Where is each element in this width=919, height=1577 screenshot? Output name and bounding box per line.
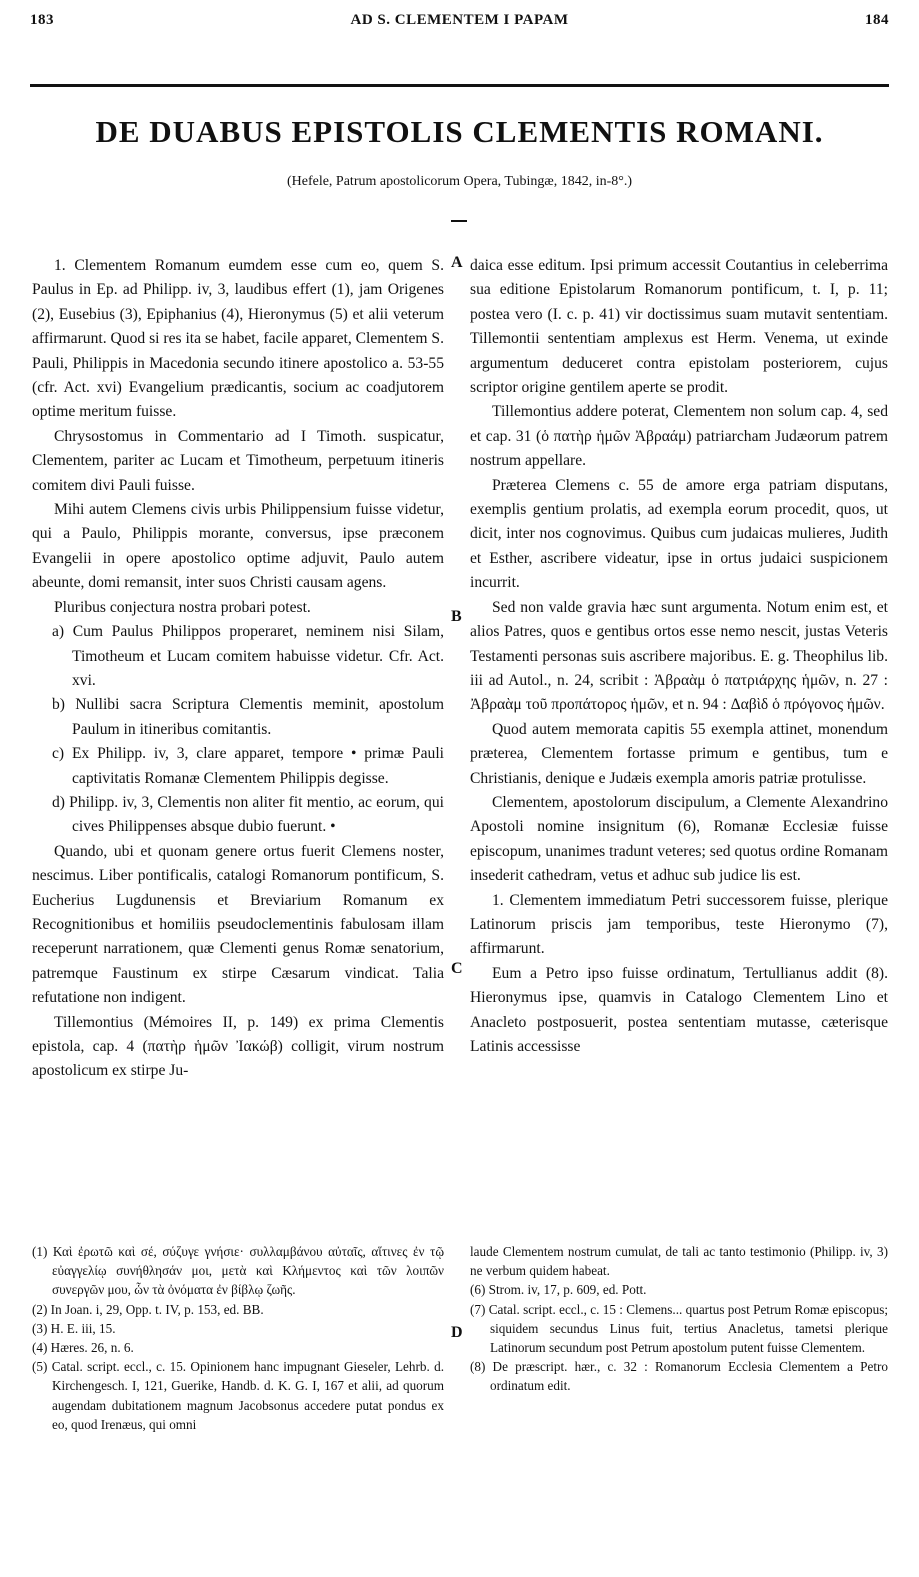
footnote: (7) Catal. script. eccl., c. 15 : Clemens... quartus post Petrum Romæ episcopus; siquidem secundus Linus fuit, tertius Anacletus, tametsi plerique Latinorum secundum post Petrum apostolum putent fuisse Clementem. xyxy=(470,1301,888,1356)
left-column xyxy=(32,254,444,1084)
article-subtitle: (Hefele, Patrum apostolicorum Opera, Tubingæ, 1842, in-8°.) xyxy=(286,174,633,189)
list-item: a) Cum Paulus Philippos properaret, neminem nisi Silam, Timotheum et Lucam comitem habuisse videtur. Cfr. Act. xvi. xyxy=(52,623,444,689)
page-number-right: 184 xyxy=(865,12,889,28)
article-title: DE DUABUS EPISTOLIS CLEMENTIS ROMANI. xyxy=(95,114,824,149)
paragraph: Clementem, apostolorum discipulum, a Clemente Alexandrino Apostoli nomine insignitum (6), Romanæ Ecclesiæ fuisse episcopum, unanimes tradunt veteres; sed quotus ordine Romanam insederit cathedram, vetus et adhuc sub judice lis est. xyxy=(470,793,888,885)
paragraph: Sed non valde gravia hæc sunt argumenta. Notum enim est, et alios Patres, quos e gentibus ortos esse nemo nescit, justas Veteris Testamenti personas suis ascribere majoribus. E. g. Theophilus lib. iii ad Autol., n. 24, scribit : Ἀβραὰμ ὁ πατριάρχης ἡμῶν, n. 27 : Ἀβραὰμ τοῦ προπάτορος ἡμῶν, et n. 94 : Δαβὶδ ὁ πρόγονος ἡμῶν. xyxy=(470,598,888,714)
paragraph: daica esse editum. Ipsi primum accessit Coutantius in celeberrima sua editione Epistolarum Romanorum pontificum, t. I, p. 11; postea vero (I. c. p. 41) vir doctissimus suam mutavit sententiam. Tillemontii sententiam amplexus est Herm. Venema, ut exinde argumentum deduceret contra epistolam posteriorem, cujus scriptor origine gentilem aperte se prodit. xyxy=(470,257,888,397)
margin-letter-b: B xyxy=(451,608,462,625)
paragraph: Tillemontius (Mémoires II, p. 149) ex prima Clementis epistola, cap. 4 (πατὴρ ἡμῶν Ἰακώβ) colligit, virum nostrum apostolicum ex stirpe Ju- xyxy=(32,1013,444,1080)
margin-letter-a: A xyxy=(451,254,463,271)
margin-letter-d: D xyxy=(451,1324,463,1341)
paragraph: 1. Clementem Romanum eumdem esse cum eo, quem S. Paulus in Ep. ad Philipp. iv, 3, laudibus effert (1), jam Origenes (2), Eusebius (3), Epiphanius (4), Hieronymus (5) et alii veterum affirmarunt. Quod si res ita se habet, facile apparet, Clementem S. Pauli, Philippis in Macedonia secundo itinere apostolico a. 53-55 (cfr. Act. xvi) Evangelium prædicantis, socium ac coadjutorem optime meritum fuisse. xyxy=(32,257,444,421)
footnote: (4) Hæres. 26, n. 6. xyxy=(32,1340,134,1356)
paragraph: Chrysostomus in Commentario ad I Timoth. suspicatur, Clementem, pariter ac Lucam et Timotheum, perpetuum itineris comitem divi Pauli fuisse. xyxy=(32,427,444,494)
running-title: AD S. CLEMENTEM I PAPAM xyxy=(350,12,569,28)
footnote: (5) Catal. script. eccl., c. 15. Opinionem hanc impugnant Gieseler, Lehrb. d. Kirchengesch. I, 121, Guerike, Handb. d. K. G. I, 167 et alii, ad quorum augendam dubitationem magnum Jacobsonus accedere putat pondus ex eo, quod Irenæus, qui omni xyxy=(32,1359,444,1432)
page-number-left: 183 xyxy=(30,12,54,28)
paragraph: Præterea Clemens c. 55 de amore erga patriam disputans, exemplis gentium prolatis, ad exempla eorum procedit, quos, ut dicit, inter nos cognovimus. Quibus cum judaicas mulieres, Judith et Esther, ascribere videatur, ipse in ortus judaici suspicionem incurrit. xyxy=(470,476,888,592)
list-item: b) Nullibi sacra Scriptura Clementis meminit, apostolum Paulum in itineribus comitantis. xyxy=(52,696,444,738)
paragraph: Quando, ubi et quonam genere ortus fuerit Clemens noster, nescimus. Liber pontificalis, catalogi Romanorum pontificum, S. Eucherius Lugdunensis et Breviarium Romanum ex Recognitionibus et homiliis pseudoclementinis fabulosam illam receperunt narrationem, quæ Clementi genus Romæ senatorium, patremque Faustinum ex stirpe Cæsarum vindicat. Talia refutatione non indigent. xyxy=(32,842,444,1007)
list-item: d) Philipp. iv, 3, Clementis non aliter fit mentio, ac eorum, qui cives Philippenses absque dubio fuerunt. • xyxy=(52,793,444,836)
footnote: (6) Strom. iv, 17, p. 609, ed. Pott. xyxy=(470,1282,647,1298)
paragraph: Eum a Petro ipso fuisse ordinatum, Tertullianus addit (8). Hieronymus ipse, quamvis in Catalogo Clementem Lino et Anacleto postposuerit, postea sententiam mutasse, cæterisque Latinis accessisse xyxy=(470,964,888,1055)
paragraph: Tillemontius addere poterat, Clementem non solum cap. 4, sed et cap. 31 (ὁ πατὴρ ἡμῶν Ἀβραάμ) patriarcham Judæorum patrem nostrum appellare. xyxy=(470,403,888,470)
paragraph: Quod autem memorata capitis 55 exempla attinet, monendum præterea, Clementem fortasse primum e gentibus, tum e Christianis, denique e Judæis exempla amoris patriæ protulisse. xyxy=(470,720,888,787)
margin-letter-c: C xyxy=(451,960,463,977)
footnote: (2) In Joan. i, 29, Opp. t. IV, p. 153, ed. BB. xyxy=(32,1301,264,1317)
header-rule xyxy=(30,84,889,87)
footnote: (1) Καὶ ἐρωτῶ καὶ σέ, σύζυγε γνήσιε· συλλαμβάνου αὐταῖς, αἵτινες ἐν τῷ εὐαγγελίῳ συνήθλησάν μοι, μετὰ καὶ Κλήμεντος καὶ τῶν λοιπῶν συνεργῶν μου, ὧν τὰ ὀνόματα ἐν βίβλῳ ζωῆς. xyxy=(32,1244,444,1298)
list-item: c) Ex Philipp. iv, 3, clare apparet, tempore • primæ Pauli captivitatis Romanæ Clementem Philippis degisse. xyxy=(52,745,444,787)
paragraph: Mihi autem Clemens civis urbis Philippensium fuisse videtur, qui a Paulo, Philippis morante, conversus, ipse præconem Evangelii in opere apostolico optime adjuvit, Paulo autem abeunte, domi remansit, inter suos Christi causam agens. xyxy=(32,501,444,592)
footnotes-left xyxy=(32,1242,444,1434)
paragraph: 1. Clementem immediatum Petri successorem fuisse, plerique Latinorum priscis jam temporibus, teste Hieronymo (7), affirmarunt. xyxy=(470,891,888,958)
running-head xyxy=(30,12,889,36)
footnotes-right xyxy=(470,1242,888,1396)
footnote: (3) H. E. iii, 15. xyxy=(32,1320,116,1336)
footnote: laude Clementem nostrum cumulat, de tali ac tanto testimonio (Philipp. iv, 3) ne verbum quidem habeat. xyxy=(470,1244,888,1279)
right-column xyxy=(470,254,888,1059)
title-divider xyxy=(451,220,467,222)
paragraph: Pluribus conjectura nostra probari potest. xyxy=(54,598,311,616)
footnote: (8) De præscript. hær., c. 32 : Romanorum Ecclesia Clementem a Petro ordinatum edit. xyxy=(470,1359,888,1394)
